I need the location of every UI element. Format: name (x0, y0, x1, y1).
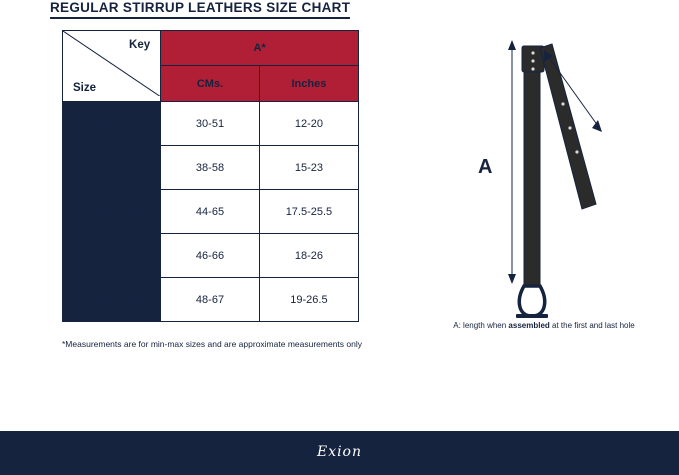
diagram-caption (424, 321, 664, 330)
row-size: 145cm / 58" (63, 190, 161, 234)
row-size: 135cm / 54” (63, 146, 161, 190)
table-row (63, 190, 359, 234)
row-cms: 30-51 (161, 102, 260, 146)
row-inches: 19-26.5 (259, 278, 358, 322)
row-size: 150cm / 60" (63, 234, 161, 278)
dimension-line-a (508, 40, 516, 284)
subheader-inches: Inches (259, 66, 358, 102)
size-label: Size (73, 82, 97, 94)
table-row (63, 146, 359, 190)
caption-bold: assembled (508, 321, 550, 330)
footer-bar (0, 431, 679, 475)
table-row (63, 234, 359, 278)
group-header-a: A* (161, 31, 359, 66)
stirrup-tread (516, 314, 548, 318)
key-label: Key (129, 39, 151, 51)
row-cms: 38-58 (161, 146, 260, 190)
table-row (63, 278, 359, 322)
row-size: 120cm / 48" (63, 102, 161, 146)
caption-suffix: at the first and last hole (549, 321, 635, 330)
footnote: *Measurements are for min-max sizes and are approximate measurements only (62, 339, 362, 349)
caption-prefix: A: length when (453, 321, 509, 330)
subheader-cms: CMs. (161, 66, 260, 102)
row-inches: 18-26 (259, 234, 358, 278)
row-inches: 12-20 (259, 102, 358, 146)
row-cms: 44-65 (161, 190, 260, 234)
table-corner-cell (63, 31, 161, 102)
brand-logo: Exion (316, 444, 363, 460)
stirrup-iron (519, 286, 544, 316)
row-size: 155cm / 62" (63, 278, 161, 322)
row-cms: 46-66 (161, 234, 260, 278)
table-row (63, 102, 359, 146)
row-inches: 17.5-25.5 (259, 190, 358, 234)
table-header-row (63, 31, 359, 66)
strap-tail (540, 44, 596, 209)
page-title: REGULAR STIRRUP LEATHERS SIZE CHART (50, 0, 350, 19)
row-cms: 48-67 (161, 278, 260, 322)
stirrup-leather-diagram (420, 28, 660, 318)
row-inches: 15-23 (259, 146, 358, 190)
dimension-label-a: A (478, 156, 493, 178)
strap-vertical (524, 46, 540, 286)
size-chart-table (62, 30, 359, 322)
